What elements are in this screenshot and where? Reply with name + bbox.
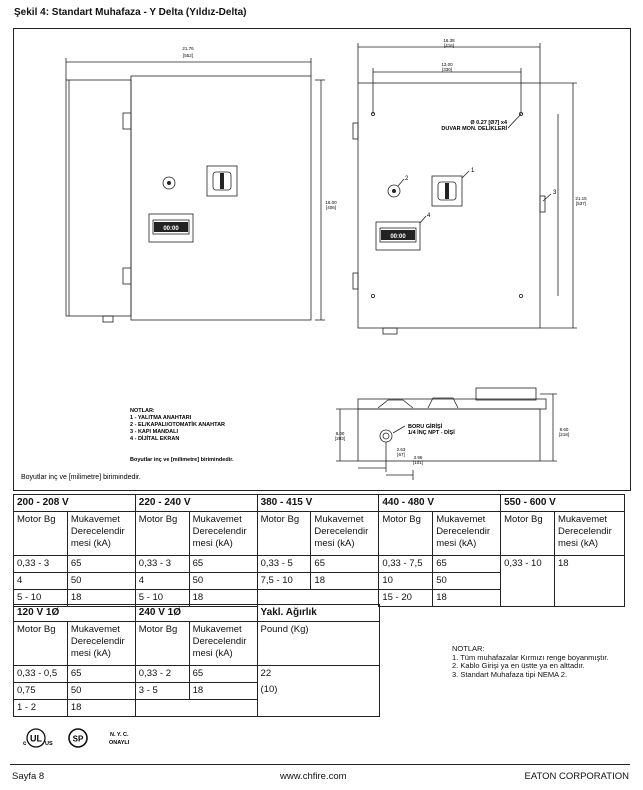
table-cell: 18: [67, 700, 135, 717]
table-cell: 4: [135, 573, 189, 590]
dim-hole-span: 13.00: [441, 62, 453, 67]
legend-item-4: 4 - DİJİTAL EKRAN: [130, 436, 180, 442]
figure-title: Şekil 4: Standart Muhafaza - Y Delta (Yıldız-Delta): [14, 7, 247, 18]
weight-header: Yakl. Ağırlık: [257, 605, 379, 622]
nyc-line2: ONAYLI: [109, 740, 130, 746]
dim-conduit-y: 3.96: [413, 455, 423, 460]
weight-value-kg: (10): [260, 684, 278, 695]
table-cell: 18: [554, 556, 624, 607]
legend-item-3: 3 - KAPI MANDALI: [130, 429, 178, 435]
table-cell: 18: [311, 573, 379, 590]
table-cell: 50: [189, 573, 257, 590]
table-cell: 65: [67, 556, 135, 573]
table-cell: 0,75: [14, 683, 68, 700]
group-header-200-208: 200 - 208 V: [14, 495, 136, 512]
col-motor: Motor Bg: [135, 622, 189, 666]
group-header-240v: 240 V 1Ø: [135, 605, 257, 622]
notes: [452, 645, 609, 679]
callout-1: 1: [471, 168, 475, 174]
dim-conduit-x-mm: [67]: [397, 452, 405, 457]
display-side-text: 00:00: [163, 226, 179, 232]
table-cell: 5 - 10: [135, 590, 189, 607]
dim-width-front-mm: [416]: [443, 43, 455, 48]
table-cell: 0,33 - 10: [501, 556, 555, 607]
group-header-380-415: 380 - 415 V: [257, 495, 379, 512]
table-cell: 50: [67, 683, 135, 700]
table-cell: 65: [311, 556, 379, 573]
legend-item-2: 2 - EL/KAPALI/OTOMATİK ANAHTAR: [130, 422, 226, 428]
table-cell: 0,33 - 2: [135, 666, 189, 683]
dim-conduit-y-mm: [101]: [412, 460, 424, 465]
note-item-1: 1. Tüm muhafazalar Kırmızı renge boyanmıştır.: [452, 652, 609, 662]
table-cell: 0,33 - 7,5: [379, 556, 433, 573]
hole-callout-line1: Ø 0.27 [Ø7] x4: [470, 120, 507, 126]
legend-item-1: 1 - YALITMA ANAHTARI: [130, 415, 192, 421]
footer-company: EATON CORPORATION: [524, 771, 629, 782]
group-header-440-480: 440 - 480 V: [379, 495, 501, 512]
dim-width-front: 16.38: [443, 38, 455, 43]
table-cell: 0,33 - 3: [135, 556, 189, 573]
figure-caption: Boyutlar inç ve [milimetre] birimindedir.: [21, 474, 141, 481]
table-cell: 1 - 2: [14, 700, 68, 717]
table-cell: 18: [433, 590, 501, 607]
legend-units: Boyutlar inç ve [milimetre] birimindedir.: [130, 457, 234, 463]
callout-2: 2: [405, 176, 409, 182]
col-rating: Mukavemet Derecelendir mesi (kA): [554, 512, 624, 556]
nyc-line1: N. Y. C.: [110, 732, 129, 738]
group-header-550-600: 550 - 600 V: [501, 495, 625, 512]
footer-page: Sayfa 8: [12, 771, 45, 782]
callout-3: 3: [553, 190, 557, 196]
table-cell: 0,33 - 5: [257, 556, 311, 573]
col-rating: Mukavemet Derecelendir mesi (kA): [67, 512, 135, 556]
dim-height-side-mm: [406]: [325, 205, 337, 210]
table-cell: 4: [14, 573, 68, 590]
legend-title: NOTLAR:: [130, 408, 155, 414]
table-cell: 7,5 - 10: [257, 573, 311, 590]
weight-cell: [257, 666, 379, 717]
group-header-120v: 120 V 1Ø: [14, 605, 136, 622]
table-cell: 18: [189, 683, 257, 700]
display-front-text: 00:00: [390, 234, 406, 240]
conduit-line1: BORU GİRİŞİ: [408, 424, 443, 430]
note-item-3: 3. Standart Muhafaza tipi NEMA 2.: [452, 669, 568, 679]
table-cell: 0,33 - 3: [14, 556, 68, 573]
table-cell: 65: [189, 666, 257, 683]
rating-table: [13, 494, 625, 607]
enclosure-drawing: [13, 28, 631, 491]
table-cell: 10: [379, 573, 433, 590]
col-rating: Mukavemet Derecelendir mesi (kA): [189, 622, 257, 666]
dim-depth-total: 8.60: [559, 427, 569, 432]
certification-marks: [14, 726, 144, 750]
note-item-2: 2. Kablo Girişi ya en üstte ya en alttadır.: [452, 661, 585, 670]
footer-divider: [10, 764, 630, 765]
us-mark: US: [45, 741, 53, 747]
side-view-body: [66, 80, 131, 316]
weight-value: 22: [260, 668, 272, 679]
notes-title: NOTLAR:: [452, 644, 485, 653]
callout-4: 4: [427, 213, 431, 219]
table-cell: 50: [67, 573, 135, 590]
table-cell: 3 - 5: [135, 683, 189, 700]
col-rating: Mukavemet Derecelendir mesi (kA): [433, 512, 501, 556]
conduit-line2: 1/4 İNÇ NPT - DİŞİ: [408, 430, 455, 436]
dim-height-front: 21.15: [575, 196, 587, 201]
table-cell: 18: [67, 590, 135, 607]
col-motor: Motor Bg: [501, 512, 555, 556]
col-motor: Motor Bg: [257, 512, 311, 556]
ul-mark: UL: [30, 733, 42, 744]
table-cell: 15 - 20: [379, 590, 433, 607]
dim-height-front-mm: [537]: [575, 201, 587, 206]
front-view-body: [358, 83, 540, 328]
dim-depth-side-mm: [203]: [334, 436, 346, 441]
col-rating: Mukavemet Derecelendir mesi (kA): [67, 622, 135, 666]
table-cell: 5 - 10: [14, 590, 68, 607]
single-phase-table: [13, 604, 380, 717]
dim-width-total-mm: [552]: [182, 53, 194, 58]
weight-unit: Pound (Kg): [257, 622, 379, 666]
dim-depth-side: 8.00: [335, 431, 345, 436]
group-header-220-240: 220 - 240 V: [135, 495, 257, 512]
side-view-door: [131, 76, 311, 320]
col-motor: Motor Bg: [14, 622, 68, 666]
dim-depth-total-mm: [218]: [558, 432, 570, 437]
col-motor: Motor Bg: [135, 512, 189, 556]
col-rating: Mukavemet Derecelendir mesi (kA): [189, 512, 257, 556]
csa-mark: SP: [72, 734, 84, 744]
table-cell: 65: [189, 556, 257, 573]
footer-url[interactable]: www.chfire.com: [280, 771, 347, 782]
col-rating: Mukavemet Derecelendir mesi (kA): [311, 512, 379, 556]
table-cell: 18: [189, 590, 257, 607]
col-motor: Motor Bg: [379, 512, 433, 556]
dim-height-side: 16.00: [325, 200, 337, 205]
col-motor: Motor Bg: [14, 512, 68, 556]
dim-hole-span-mm: [330]: [441, 67, 453, 72]
table-cell: 65: [433, 556, 501, 573]
table-cell: 0,33 - 0,5: [14, 666, 68, 683]
table-cell: 50: [433, 573, 501, 590]
dim-width-total: 21.76: [182, 46, 194, 51]
hole-callout-line2: DUVAR MON. DELİKLERİ: [441, 126, 507, 132]
c-mark: c: [23, 741, 27, 747]
table-empty-cell: [135, 700, 257, 717]
dim-conduit-x: 2.63: [396, 447, 406, 452]
table-cell: 65: [67, 666, 135, 683]
